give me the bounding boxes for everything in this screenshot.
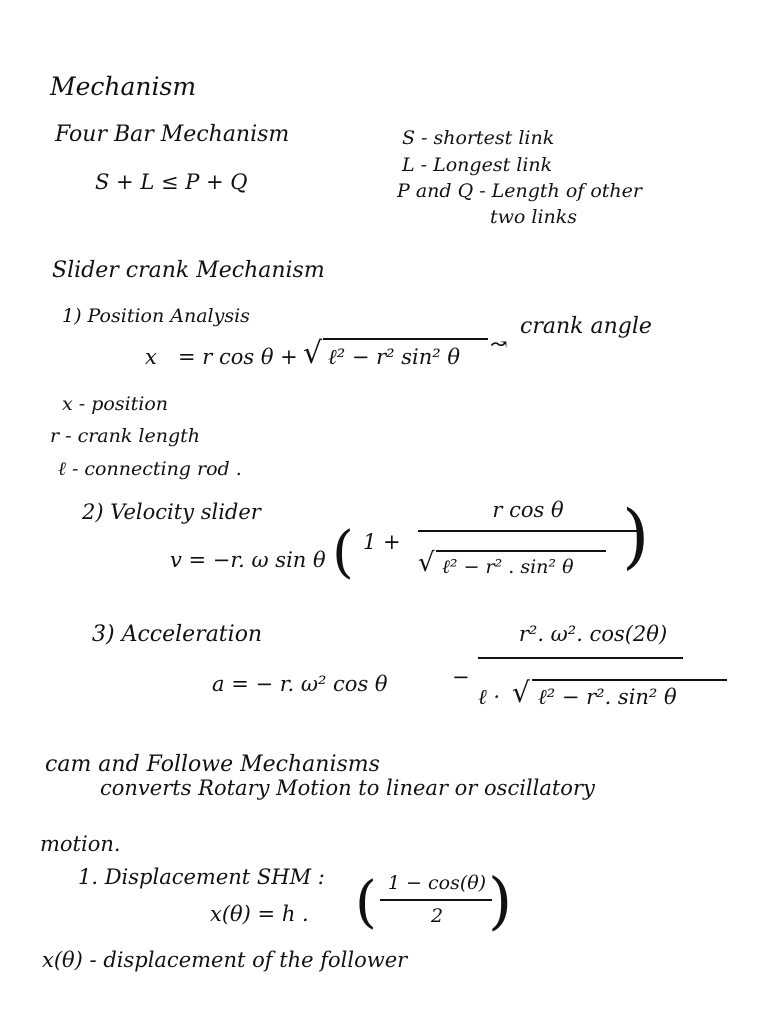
acceleration-fraction-bar: [478, 657, 683, 659]
shm-numerator: 1 − cos(θ): [387, 872, 487, 894]
legend-two-links: two links: [490, 206, 578, 228]
acceleration-denom-prefix: ℓ ·: [478, 685, 501, 709]
position-radicand: ℓ² − r² sin² θ: [328, 345, 460, 369]
shm-close-paren: ): [488, 864, 513, 937]
acceleration-title: 3) Acceleration: [92, 622, 263, 647]
cam-desc-2: motion.: [40, 832, 121, 856]
grashof-condition: S + L ≤ P + Q: [95, 170, 248, 194]
position-analysis-title: 1) Position Analysis: [62, 305, 250, 327]
var-l: ℓ - connecting rod .: [58, 458, 242, 480]
velocity-title: 2) Velocity slider: [82, 500, 261, 524]
legend-shortest: S - shortest link: [402, 127, 555, 149]
var-r: r - crank length: [50, 425, 201, 447]
arrow-icon: ↝: [490, 332, 508, 356]
legend-p-q: P and Q - Length of other: [397, 180, 642, 202]
close-paren: ): [622, 495, 650, 577]
position-eq: = r cos θ +: [178, 345, 298, 369]
displacement-definition: x(θ) - displacement of the follower: [42, 948, 408, 972]
velocity-sqrt-bar: [436, 550, 606, 552]
velocity-numerator: r cos θ: [492, 498, 564, 522]
title-mechanism: Mechanism: [50, 72, 197, 101]
velocity-sqrt-sign: √: [418, 548, 435, 578]
shm-title: 1. Displacement SHM :: [78, 865, 325, 889]
acceleration-radicand: ℓ² − r². sin² θ: [538, 685, 677, 709]
shm-open-paren: (: [355, 870, 377, 935]
acceleration-lhs: a = − r. ω² cos θ: [212, 672, 388, 696]
heading-cam: cam and Followe Mechanisms: [45, 752, 380, 777]
heading-four-bar: Four Bar Mechanism: [55, 122, 290, 147]
var-x: x - position: [62, 393, 169, 415]
acceleration-sqrt-bar: [532, 679, 727, 681]
heading-slider-crank: Slider crank Mechanism: [52, 258, 325, 283]
shm-denominator: 2: [430, 905, 444, 927]
position-lhs: x: [145, 345, 157, 369]
shm-lhs: x(θ) = h .: [210, 902, 309, 926]
velocity-lhs: v = −r. ω sin θ: [170, 548, 326, 572]
crank-angle-note: crank angle: [520, 314, 652, 339]
legend-longest: L - Longest link: [402, 154, 553, 176]
acceleration-sqrt-sign: √: [512, 676, 530, 709]
acceleration-numerator: r². ω². cos(2θ): [518, 622, 668, 646]
velocity-radicand: ℓ² − r² . sin² θ: [442, 556, 574, 578]
sqrt-bar: [323, 338, 488, 340]
velocity-one-plus: 1 +: [363, 530, 401, 554]
sqrt-sign: √: [303, 336, 323, 371]
shm-fraction-bar: [380, 899, 492, 901]
velocity-fraction-bar: [418, 530, 640, 532]
acceleration-minus: −: [452, 665, 470, 689]
open-paren: (: [332, 520, 354, 585]
cam-desc-1: converts Rotary Motion to linear or oscillatory: [100, 776, 595, 800]
